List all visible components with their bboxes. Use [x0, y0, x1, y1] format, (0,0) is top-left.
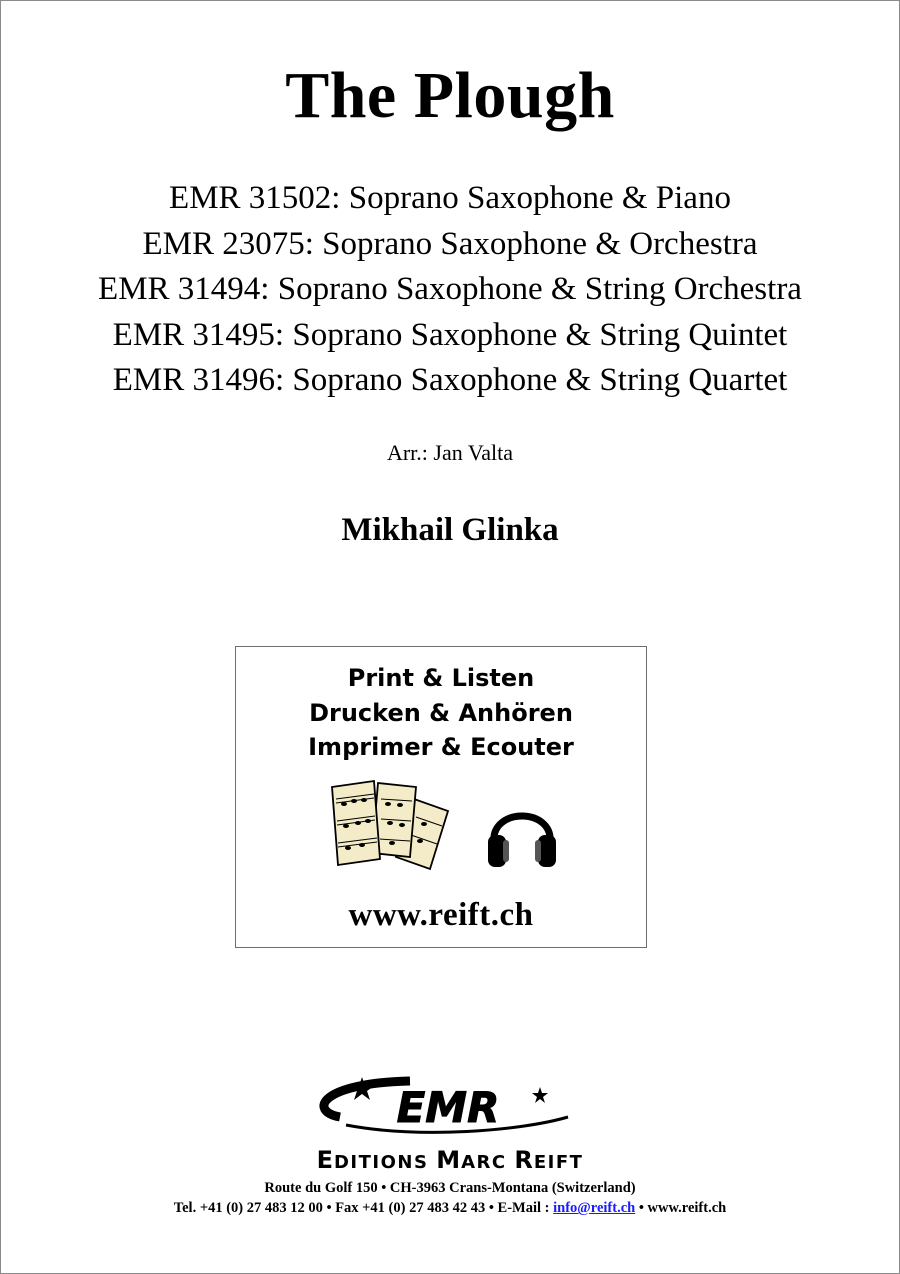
edition-line: EMR 23075: Soprano Saxophone & Orchestra	[142, 225, 758, 262]
headphones-icon	[484, 793, 560, 873]
page-title: The Plough	[285, 59, 615, 132]
edition-line: EMR 31496: Soprano Saxophone & String Quartet	[112, 362, 788, 399]
arranger: Arr.: Jan Valta	[386, 440, 514, 465]
promo-line-fr: Imprimer & Ecouter	[308, 733, 574, 761]
promo-line-en: Print & Listen	[347, 664, 535, 692]
publisher-name-part: EIFT	[533, 1152, 584, 1173]
sheet-music-icon	[326, 777, 456, 872]
promo-text	[236, 661, 646, 765]
contact-website: • www.reift.ch	[635, 1200, 727, 1216]
publisher-address: Route du Golf 150 • CH-3963 Crans-Montana (Switzerland)	[264, 1180, 636, 1196]
publisher-name-part: ARC	[461, 1152, 515, 1173]
contact-phone-fax: Tel. +41 (0) 27 483 12 00 • Fax +41 (0) 27 483 42 43 • E-Mail :	[173, 1200, 554, 1216]
editions-list	[0, 176, 900, 404]
publisher-name	[0, 1146, 900, 1174]
publisher-initial: E	[316, 1146, 334, 1174]
promo-line-de: Drucken & Anhören	[309, 698, 573, 727]
edition-line: EMR 31494: Soprano Saxophone & String Orchestra	[98, 271, 802, 308]
publisher-initial: M	[436, 1146, 462, 1174]
print-listen-box	[235, 646, 647, 948]
edition-line: EMR 31502: Soprano Saxophone & Piano	[169, 180, 731, 216]
publisher-initial: R	[514, 1146, 534, 1174]
emr-logo-text: EMR	[396, 1083, 500, 1132]
edition-line: EMR 31495: Soprano Saxophone & String Quintet	[112, 316, 788, 353]
email-link[interactable]: info@reift.ch	[553, 1200, 636, 1216]
publisher-contact	[0, 1200, 900, 1217]
promo-url[interactable]: www.reift.ch	[348, 897, 534, 933]
emr-logo	[300, 1075, 580, 1141]
publisher-name-part: DITIONS	[333, 1152, 437, 1173]
composer: Mikhail Glinka	[341, 512, 559, 548]
